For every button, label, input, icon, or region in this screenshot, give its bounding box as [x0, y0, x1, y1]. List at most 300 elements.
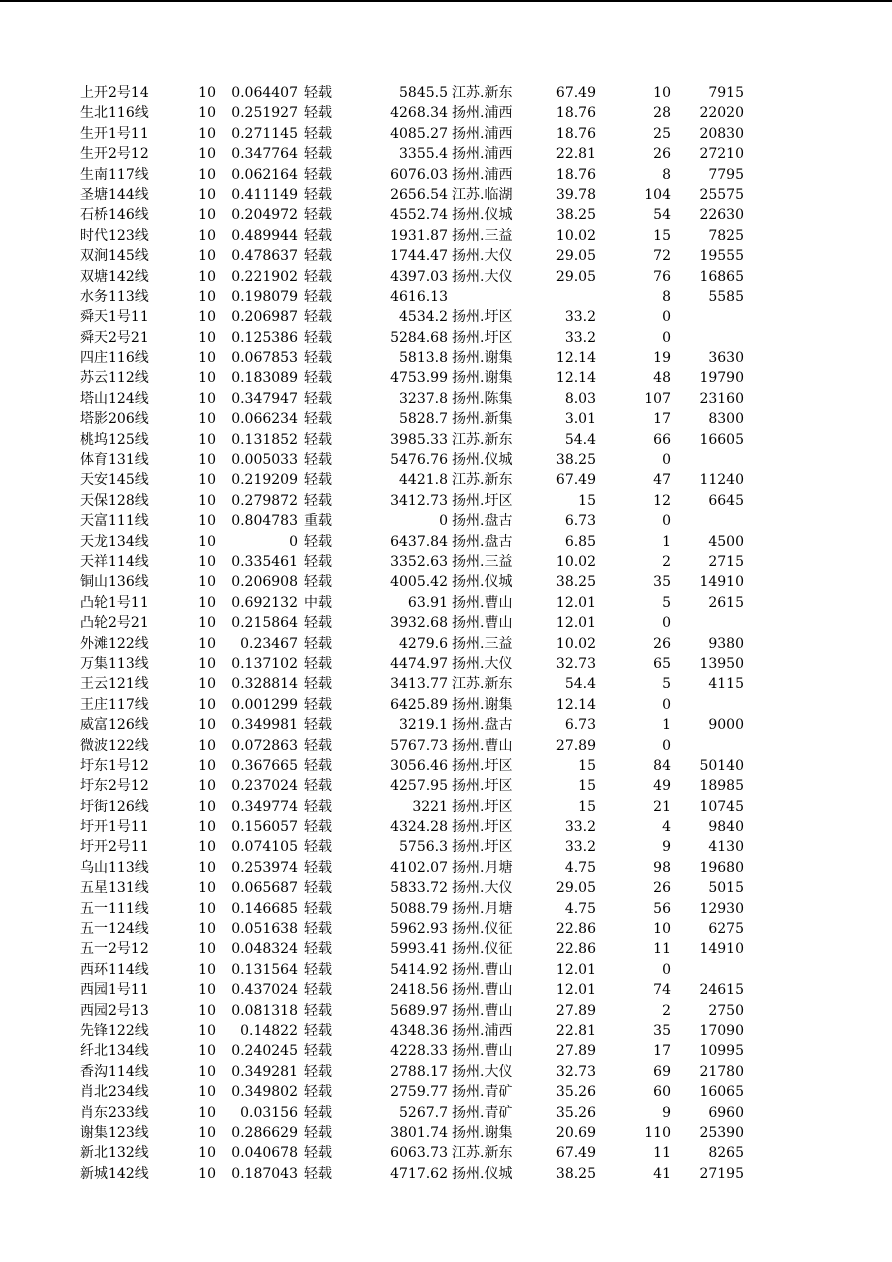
length-cell: 18.76	[555, 166, 596, 183]
count-cell: 110	[644, 1124, 671, 1141]
capacity-cell: 3355.4	[399, 146, 448, 163]
line-name-cell: 双塘142线	[80, 268, 149, 285]
substation-cell: 扬州.曹山	[452, 982, 513, 999]
load-rate-cell: 0.131564	[231, 961, 298, 978]
count-cell: 35	[653, 1022, 671, 1039]
voltage-cell: 10	[198, 676, 216, 693]
count-cell: 35	[653, 574, 671, 591]
count-cell: 65	[653, 655, 671, 672]
count-cell: 41	[653, 1165, 671, 1182]
length-cell: 4.75	[564, 859, 596, 876]
count-cell: 26	[653, 880, 671, 897]
substation-cell: 扬州.圩区	[452, 492, 513, 509]
value-cell: 10745	[699, 798, 744, 815]
line-name-cell: 圩开1号11	[80, 819, 149, 836]
load-status-cell: 轻载	[304, 125, 332, 142]
length-cell: 12.14	[555, 350, 596, 367]
substation-cell: 扬州.谢集	[452, 370, 513, 387]
load-status-cell: 轻载	[304, 737, 332, 754]
load-status-cell: 轻载	[304, 1002, 332, 1019]
count-cell: 0	[662, 615, 671, 632]
line-name-cell: 苏云112线	[80, 370, 149, 387]
voltage-cell: 10	[198, 1124, 216, 1141]
capacity-cell: 5689.97	[390, 1002, 448, 1019]
load-status-cell: 轻载	[304, 1124, 332, 1141]
substation-cell: 扬州.仪城	[452, 452, 513, 469]
value-cell: 7825	[708, 227, 744, 244]
count-cell: 0	[662, 961, 671, 978]
length-cell: 67.49	[555, 472, 596, 489]
line-name-cell: 天祥114线	[80, 553, 149, 570]
count-cell: 9	[662, 839, 671, 856]
length-cell: 38.25	[555, 452, 596, 469]
load-status-cell: 轻载	[304, 574, 332, 591]
capacity-cell: 6063.73	[390, 1145, 448, 1162]
length-cell: 35.26	[555, 1104, 596, 1121]
voltage-cell: 10	[198, 941, 216, 958]
count-cell: 0	[662, 737, 671, 754]
value-cell: 2750	[708, 1002, 744, 1019]
substation-cell: 扬州.曹山	[452, 737, 513, 754]
capacity-cell: 5993.41	[390, 941, 448, 958]
load-status-cell: 轻载	[304, 186, 332, 203]
line-name-cell: 生南117线	[80, 166, 149, 183]
capacity-cell: 4534.2	[399, 309, 448, 326]
load-rate-cell: 0.206987	[231, 309, 298, 326]
substation-cell: 扬州.三益	[452, 635, 513, 652]
line-name-cell: 生开1号11	[80, 125, 149, 142]
line-name-cell: 铜山136线	[80, 574, 149, 591]
length-cell: 6.73	[564, 717, 596, 734]
voltage-cell: 10	[198, 452, 216, 469]
voltage-cell: 10	[198, 859, 216, 876]
value-cell: 19790	[699, 370, 744, 387]
voltage-cell: 10	[198, 982, 216, 999]
load-status-cell: 轻载	[304, 85, 332, 101]
load-rate-cell: 0.219209	[231, 472, 298, 489]
substation-cell: 扬州.月塘	[452, 900, 513, 917]
voltage-cell: 10	[198, 268, 216, 285]
load-status-cell: 轻载	[304, 288, 332, 305]
length-cell: 12.01	[555, 982, 596, 999]
count-cell: 15	[653, 227, 671, 244]
voltage-cell: 10	[198, 635, 216, 652]
count-cell: 69	[653, 1063, 671, 1080]
capacity-cell: 3801.74	[390, 1124, 448, 1141]
load-status-cell: 轻载	[304, 105, 332, 122]
load-rate-cell: 0.489944	[231, 227, 298, 244]
load-rate-cell: 0.146685	[231, 900, 298, 917]
count-cell: 98	[653, 859, 671, 876]
voltage-cell: 10	[198, 1165, 216, 1182]
length-cell: 33.2	[564, 329, 596, 346]
count-cell: 47	[653, 472, 671, 489]
capacity-cell: 5414.92	[390, 961, 448, 978]
count-cell: 49	[653, 778, 671, 795]
length-cell: 27.89	[555, 1043, 596, 1060]
load-status-cell: 轻载	[304, 207, 332, 224]
substation-cell: 江苏.新东	[452, 1145, 513, 1162]
load-status-cell: 轻载	[304, 900, 332, 917]
line-name-cell: 圣塘144线	[80, 186, 149, 203]
length-cell: 12.01	[555, 615, 596, 632]
length-cell: 10.02	[555, 635, 596, 652]
voltage-cell: 10	[198, 288, 216, 305]
count-cell: 104	[644, 186, 671, 203]
voltage-cell: 10	[198, 1043, 216, 1060]
capacity-cell: 3932.68	[390, 615, 448, 632]
count-cell: 8	[662, 288, 671, 305]
capacity-cell: 5476.76	[390, 452, 448, 469]
load-status-cell: 轻载	[304, 615, 332, 632]
value-cell: 5015	[708, 880, 744, 897]
voltage-cell: 10	[198, 350, 216, 367]
capacity-cell: 5088.79	[390, 900, 448, 917]
load-rate-cell: 0.051638	[231, 921, 298, 938]
value-cell: 8300	[708, 411, 744, 428]
substation-cell: 扬州.青矿	[452, 1104, 513, 1121]
load-status-cell: 轻载	[304, 757, 332, 774]
value-cell: 16065	[699, 1084, 744, 1101]
length-cell: 6.85	[564, 533, 596, 550]
load-rate-cell: 0.081318	[231, 1002, 298, 1019]
load-status-cell: 轻载	[304, 880, 332, 897]
length-cell: 6.73	[564, 513, 596, 530]
substation-cell: 扬州.盘古	[452, 513, 513, 530]
line-name-cell: 外滩122线	[80, 635, 149, 652]
load-rate-cell: 0.349802	[231, 1084, 298, 1101]
substation-cell: 扬州.圩区	[452, 839, 513, 856]
line-name-cell: 西环114线	[80, 961, 149, 978]
value-cell: 19680	[699, 859, 744, 876]
length-cell: 38.25	[555, 574, 596, 591]
capacity-cell: 63.91	[407, 594, 448, 611]
line-name-cell: 五星131线	[80, 880, 149, 897]
capacity-cell: 4753.99	[390, 370, 448, 387]
voltage-cell: 10	[198, 370, 216, 387]
capacity-cell: 1744.47	[390, 248, 448, 265]
load-status-cell: 轻载	[304, 472, 332, 489]
substation-cell: 扬州.仪征	[452, 941, 513, 958]
substation-cell: 扬州.新集	[452, 411, 513, 428]
load-status-cell: 轻载	[304, 676, 332, 693]
count-cell: 5	[662, 676, 671, 693]
load-rate-cell: 0.804783	[231, 513, 298, 530]
count-cell: 25	[653, 125, 671, 142]
line-name-cell: 舜天2号21	[80, 329, 149, 346]
load-status-cell: 轻载	[304, 248, 332, 265]
count-cell: 11	[653, 941, 671, 958]
capacity-cell: 4005.42	[390, 574, 448, 591]
length-cell: 15	[578, 757, 596, 774]
load-status-cell: 轻载	[304, 227, 332, 244]
line-name-cell: 时代123线	[80, 227, 149, 244]
load-status-cell: 轻载	[304, 798, 332, 815]
value-cell: 16605	[699, 431, 744, 448]
line-name-cell: 天保128线	[80, 492, 149, 509]
capacity-cell: 4474.97	[390, 655, 448, 672]
count-cell: 107	[644, 390, 671, 407]
voltage-cell: 10	[198, 207, 216, 224]
substation-cell: 扬州.陈集	[452, 390, 513, 407]
voltage-cell: 10	[198, 329, 216, 346]
capacity-cell: 3056.46	[390, 757, 448, 774]
line-name-cell: 纤北134线	[80, 1043, 149, 1060]
load-status-cell: 轻载	[304, 1084, 332, 1101]
load-rate-cell: 0.156057	[231, 819, 298, 836]
value-cell: 17090	[699, 1022, 744, 1039]
capacity-cell: 5284.68	[390, 329, 448, 346]
line-name-cell: 新北132线	[80, 1145, 149, 1162]
capacity-cell: 4268.34	[390, 105, 448, 122]
load-rate-cell: 0.204972	[231, 207, 298, 224]
voltage-cell: 10	[198, 839, 216, 856]
line-name-cell: 舜天1号11	[80, 309, 149, 326]
load-status-cell: 轻载	[304, 390, 332, 407]
line-name-cell: 肖北234线	[80, 1084, 149, 1101]
line-name-cell: 西园2号13	[80, 1002, 149, 1019]
value-cell: 2615	[708, 594, 744, 611]
value-cell: 16865	[699, 268, 744, 285]
line-name-cell: 新城142线	[80, 1165, 149, 1182]
capacity-cell: 4397.03	[390, 268, 448, 285]
length-cell: 33.2	[564, 819, 596, 836]
length-cell: 12.14	[555, 370, 596, 387]
load-rate-cell: 0.062164	[231, 166, 298, 183]
load-status-cell: 轻载	[304, 411, 332, 428]
load-status-cell: 轻载	[304, 839, 332, 856]
substation-cell: 扬州.曹山	[452, 1002, 513, 1019]
count-cell: 26	[653, 635, 671, 652]
substation-cell: 扬州.大仪	[452, 655, 513, 672]
capacity-cell: 4102.07	[390, 859, 448, 876]
load-status-cell: 轻载	[304, 533, 332, 550]
value-cell: 4115	[708, 676, 744, 693]
value-cell: 13950	[699, 655, 744, 672]
substation-cell: 扬州.圩区	[452, 329, 513, 346]
load-status-cell: 轻载	[304, 309, 332, 326]
voltage-cell: 10	[198, 594, 216, 611]
length-cell: 12.14	[555, 696, 596, 713]
value-cell: 18985	[699, 778, 744, 795]
substation-cell: 扬州.仪城	[452, 207, 513, 224]
line-name-cell: 圩东2号12	[80, 778, 149, 795]
length-cell: 8.03	[564, 390, 596, 407]
load-rate-cell: 0.286629	[231, 1124, 298, 1141]
load-rate-cell: 0.221902	[231, 268, 298, 285]
capacity-cell: 2656.54	[390, 186, 448, 203]
capacity-cell: 3237.8	[399, 390, 448, 407]
capacity-cell: 3219.1	[399, 717, 448, 734]
count-cell: 9	[662, 1104, 671, 1121]
voltage-cell: 10	[198, 1084, 216, 1101]
voltage-cell: 10	[198, 85, 216, 101]
voltage-cell: 10	[198, 472, 216, 489]
load-status-cell: 轻载	[304, 431, 332, 448]
length-cell: 15	[578, 492, 596, 509]
load-status-cell: 轻载	[304, 1145, 332, 1162]
line-name-cell: 天龙134线	[80, 533, 149, 550]
voltage-cell: 10	[198, 574, 216, 591]
capacity-cell: 6437.84	[390, 533, 448, 550]
load-status-cell: 轻载	[304, 1104, 332, 1121]
count-cell: 60	[653, 1084, 671, 1101]
capacity-cell: 2788.17	[390, 1063, 448, 1080]
length-cell: 4.75	[564, 900, 596, 917]
value-cell: 27210	[699, 146, 744, 163]
length-cell: 32.73	[555, 655, 596, 672]
load-status-cell: 轻载	[304, 635, 332, 652]
load-status-cell: 轻载	[304, 146, 332, 163]
load-rate-cell: 0.23467	[240, 635, 298, 652]
value-cell: 21780	[699, 1063, 744, 1080]
load-rate-cell: 0.125386	[231, 329, 298, 346]
capacity-cell: 2418.56	[390, 982, 448, 999]
load-rate-cell: 0.251927	[231, 105, 298, 122]
voltage-cell: 10	[198, 1022, 216, 1039]
capacity-cell: 0	[439, 513, 448, 530]
substation-cell: 扬州.曹山	[452, 594, 513, 611]
count-cell: 4	[662, 819, 671, 836]
length-cell: 20.69	[555, 1124, 596, 1141]
substation-cell: 扬州.圩区	[452, 798, 513, 815]
voltage-cell: 10	[198, 513, 216, 530]
length-cell: 10.02	[555, 227, 596, 244]
capacity-cell: 4228.33	[390, 1043, 448, 1060]
length-cell: 35.26	[555, 1084, 596, 1101]
load-rate-cell: 0.271145	[231, 125, 298, 142]
substation-cell: 扬州.三益	[452, 553, 513, 570]
line-name-cell: 塔山124线	[80, 390, 149, 407]
voltage-cell: 10	[198, 390, 216, 407]
voltage-cell: 10	[198, 737, 216, 754]
substation-cell: 扬州.青矿	[452, 1084, 513, 1101]
value-cell: 3630	[708, 350, 744, 367]
value-cell: 7795	[708, 166, 744, 183]
value-cell: 22020	[699, 105, 744, 122]
count-cell: 0	[662, 452, 671, 469]
substation-cell: 扬州.圩区	[452, 819, 513, 836]
line-name-cell: 谢集123线	[80, 1124, 149, 1141]
length-cell: 27.89	[555, 737, 596, 754]
length-cell: 18.76	[555, 105, 596, 122]
capacity-cell: 5833.72	[390, 880, 448, 897]
length-cell: 22.81	[555, 146, 596, 163]
value-cell: 6960	[708, 1104, 744, 1121]
load-rate-cell: 0.065687	[231, 880, 298, 897]
load-rate-cell: 0.437024	[231, 982, 298, 999]
substation-cell: 扬州.大仪	[452, 248, 513, 265]
load-status-cell: 轻载	[304, 859, 332, 876]
line-name-cell: 西园1号11	[80, 982, 149, 999]
capacity-cell: 5962.93	[390, 921, 448, 938]
count-cell: 0	[662, 696, 671, 713]
voltage-cell: 10	[198, 696, 216, 713]
load-status-cell: 重载	[304, 513, 332, 530]
line-name-cell: 塔影206线	[80, 411, 149, 428]
line-name-cell: 凸轮1号11	[80, 594, 149, 611]
load-rate-cell: 0.237024	[231, 778, 298, 795]
capacity-cell: 4421.8	[399, 472, 448, 489]
line-name-cell: 圩开2号11	[80, 839, 149, 856]
substation-cell: 扬州.曹山	[452, 961, 513, 978]
capacity-cell: 4552.74	[390, 207, 448, 224]
length-cell: 38.25	[555, 207, 596, 224]
value-cell: 27195	[699, 1165, 744, 1182]
value-cell: 20830	[699, 125, 744, 142]
value-cell: 5585	[708, 288, 744, 305]
line-name-cell: 微波122线	[80, 737, 149, 754]
count-cell: 0	[662, 513, 671, 530]
value-cell: 9840	[708, 819, 744, 836]
voltage-cell: 10	[198, 961, 216, 978]
voltage-cell: 10	[198, 778, 216, 795]
voltage-cell: 10	[198, 553, 216, 570]
length-cell: 3.01	[564, 411, 596, 428]
count-cell: 8	[662, 166, 671, 183]
capacity-cell: 4279.6	[399, 635, 448, 652]
substation-cell: 江苏.新东	[452, 676, 513, 693]
count-cell: 11	[653, 1145, 671, 1162]
load-status-cell: 轻载	[304, 492, 332, 509]
capacity-cell: 3221	[412, 798, 448, 815]
load-rate-cell: 0.131852	[231, 431, 298, 448]
load-status-cell: 轻载	[304, 452, 332, 469]
voltage-cell: 10	[198, 757, 216, 774]
capacity-cell: 4085.27	[390, 125, 448, 142]
count-cell: 17	[653, 1043, 671, 1060]
count-cell: 19	[653, 350, 671, 367]
voltage-cell: 10	[198, 492, 216, 509]
count-cell: 72	[653, 248, 671, 265]
capacity-cell: 5845.5	[399, 85, 448, 101]
load-status-cell: 轻载	[304, 1165, 332, 1182]
count-cell: 1	[662, 533, 671, 550]
count-cell: 21	[653, 798, 671, 815]
load-status-cell: 轻载	[304, 655, 332, 672]
load-rate-cell: 0.14822	[240, 1022, 298, 1039]
load-status-cell: 轻载	[304, 778, 332, 795]
count-cell: 84	[653, 757, 671, 774]
substation-cell: 江苏.新东	[452, 85, 513, 101]
load-rate-cell: 0.206908	[231, 574, 298, 591]
capacity-cell: 4348.36	[390, 1022, 448, 1039]
length-cell: 38.25	[555, 1165, 596, 1182]
capacity-cell: 3412.73	[390, 492, 448, 509]
line-name-cell: 生北116线	[80, 105, 149, 122]
length-cell: 54.4	[564, 676, 596, 693]
load-rate-cell: 0.03156	[240, 1104, 298, 1121]
length-cell: 12.01	[555, 594, 596, 611]
count-cell: 0	[662, 329, 671, 346]
load-rate-cell: 0.072863	[231, 737, 298, 754]
count-cell: 12	[653, 492, 671, 509]
voltage-cell: 10	[198, 798, 216, 815]
load-rate-cell: 0.040678	[231, 1145, 298, 1162]
load-status-cell: 轻载	[304, 329, 332, 346]
load-status-cell: 轻载	[304, 350, 332, 367]
length-cell: 29.05	[555, 268, 596, 285]
substation-cell: 扬州.大仪	[452, 268, 513, 285]
capacity-cell: 5767.73	[390, 737, 448, 754]
capacity-cell: 2759.77	[390, 1084, 448, 1101]
line-name-cell: 万集113线	[80, 655, 149, 672]
length-cell: 33.2	[564, 309, 596, 326]
substation-cell: 扬州.圩区	[452, 757, 513, 774]
length-cell: 15	[578, 778, 596, 795]
value-cell: 8265	[708, 1145, 744, 1162]
length-cell: 29.05	[555, 248, 596, 265]
